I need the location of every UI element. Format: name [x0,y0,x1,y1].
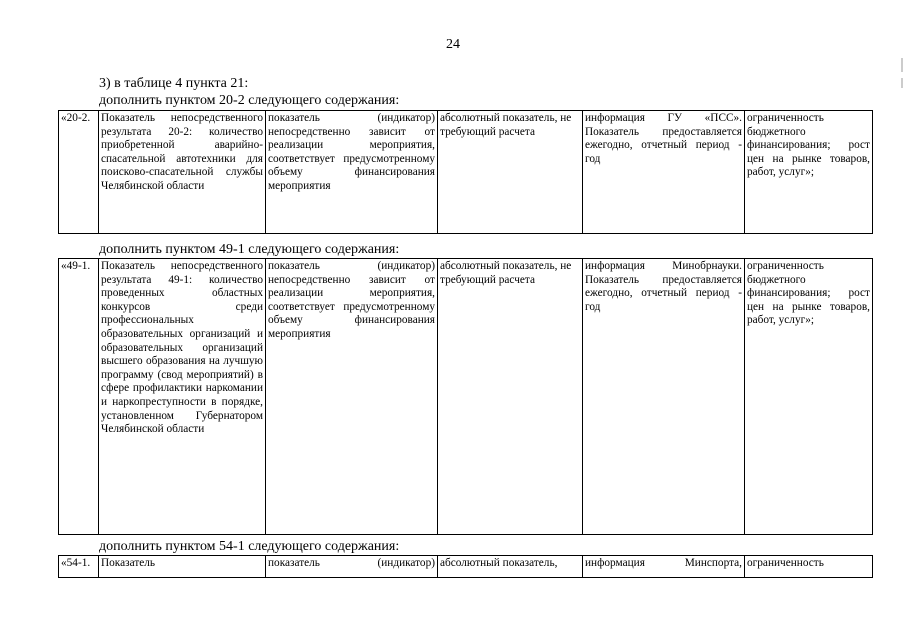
indicator-name-cell: Показатель непосредственного результата 49-1: количество проведенных областных конкурсов среди профессиональных образовательных организаций и образовательных организаций высшего образования на лучшую программу (свод мероприятий) в сфере профилактики наркомании и наркопреступности в порядке, установленном Губернатором Челябинской области [99,259,266,535]
scan-mark [901,58,903,72]
indicator-dependency-cell: показатель (индикатор) непосредственно зависит от реализации мероприятия, соответствует предусмотренному объему финансирования мероприятия [266,259,438,535]
calculation-cell: абсолютный показатель, не требующий расчета [438,111,583,234]
section-title: дополнить пунктом 54-1 следующего содержания: [99,539,400,554]
risk-cell: ограниченность [745,556,873,578]
section-title: дополнить пунктом 49-1 следующего содержания: [99,242,400,257]
scan-mark [901,78,903,88]
item-number: «54-1. [59,556,99,578]
risk-cell: ограниченность бюджетного финансирования; рост цен на рынке товаров, работ, услуг»; [745,111,873,234]
indicator-table [58,555,873,578]
indicator-dependency-cell: показатель (индикатор) [266,556,438,578]
indicator-table [58,258,873,535]
indicator-table [58,110,873,234]
calculation-cell: абсолютный показатель, [438,556,583,578]
intro-line: 3) в таблице 4 пункта 21: [99,76,249,91]
table-row [59,259,873,535]
indicator-name-cell: Показатель непосредственного результата 20-2: количество приобретенной аварийно-спасательной автотехники для поисково-спасательной службы Челябинской области [99,111,266,234]
item-number: «49-1. [59,259,99,535]
data-source-cell: информация Минспорта, [583,556,745,578]
item-number: «20-2. [59,111,99,234]
table-row [59,111,873,234]
indicator-name-cell: Показатель [99,556,266,578]
section-title: дополнить пунктом 20-2 следующего содержания: [99,93,400,108]
data-source-cell: информация Минобрнауки. Показатель предоставляется ежегодно, отчетный период - год [583,259,745,535]
table-row [59,556,873,578]
risk-cell: ограниченность бюджетного финансирования; рост цен на рынке товаров, работ, услуг»; [745,259,873,535]
data-source-cell: информация ГУ «ПСС». Показатель предоставляется ежегодно, отчетный период - год [583,111,745,234]
calculation-cell: абсолютный показатель, не требующий расчета [438,259,583,535]
page-number: 24 [446,37,460,52]
indicator-dependency-cell: показатель (индикатор) непосредственно зависит от реализации мероприятия, соответствует предусмотренному объему финансирования мероприятия [266,111,438,234]
